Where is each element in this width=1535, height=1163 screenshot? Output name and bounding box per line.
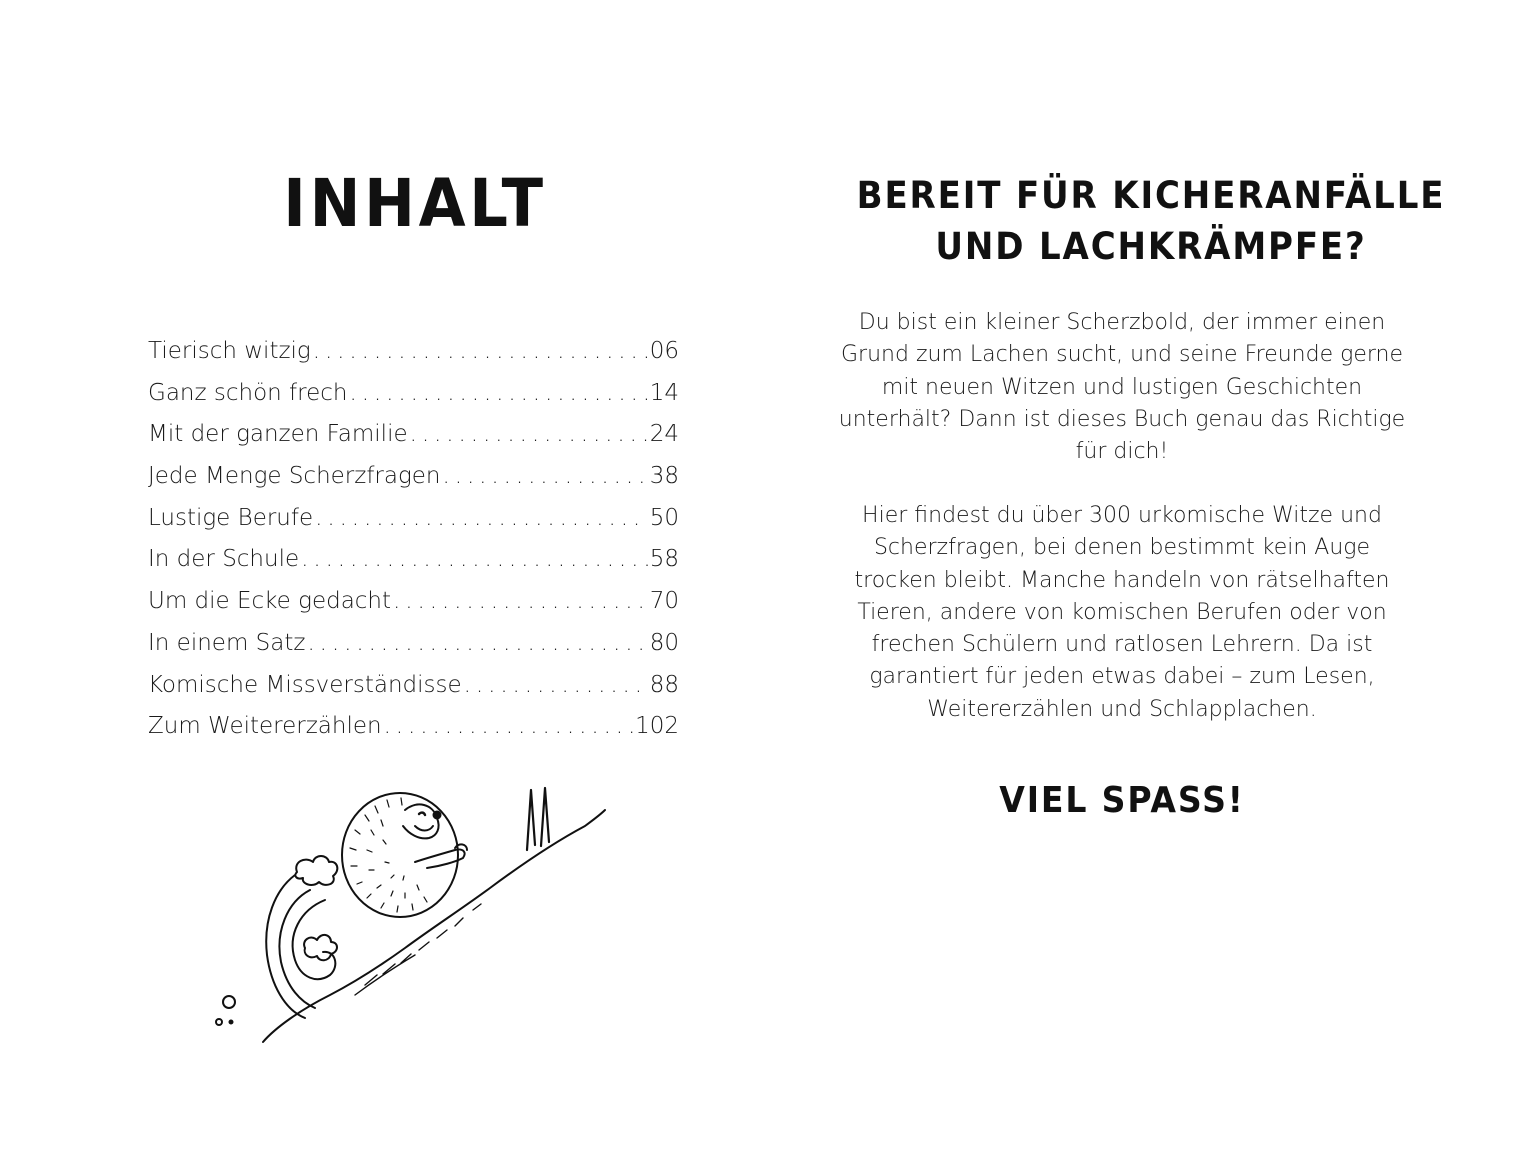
toc-entry-page: 102 bbox=[635, 713, 679, 740]
toc-entry-label: Um die Ecke gedacht bbox=[148, 588, 392, 615]
toc-leader-dots bbox=[315, 505, 648, 531]
hedgehog-rolling-downhill-icon bbox=[205, 770, 615, 1055]
toc-entry-label: Mit der ganzen Familie bbox=[148, 421, 408, 448]
toc-entry-label: Lustige Berufe bbox=[148, 504, 314, 531]
toc-leader-dots bbox=[384, 713, 634, 739]
intro-title-line-1: BEREIT FÜR KICHERANFÄLLE bbox=[856, 174, 1446, 217]
toc-entry-page: 70 bbox=[649, 588, 679, 615]
toc-entry[interactable] bbox=[148, 421, 679, 463]
hedgehog-eye bbox=[419, 813, 425, 815]
intro-paragraph-2: Hier findest du über 300 urkomische Witze und Scherzfragen, bei denen bestimmt kein Auge trocken bleibt. Manche handeln von rätselhaften Tieren, andere von komischen Berufen oder von frechen Schülern und ratlosen Lehrern. Da ist garantiert für jeden etwas dabei – zum Lesen, Weitererzählen und Schlapplachen. bbox=[854, 503, 1390, 722]
toc-entry-label: In einem Satz bbox=[148, 629, 306, 656]
toc-entry[interactable] bbox=[148, 546, 679, 588]
toc-entry-page: 24 bbox=[649, 421, 679, 448]
toc-leader-dots bbox=[443, 463, 648, 489]
toc-entry[interactable] bbox=[148, 463, 679, 505]
toc-entry-page: 80 bbox=[649, 629, 679, 656]
dust-puff-tiny bbox=[216, 1019, 222, 1025]
dust-cloud-top bbox=[295, 856, 337, 885]
hedgehog-spines bbox=[350, 798, 427, 912]
toc-entry[interactable] bbox=[148, 338, 679, 380]
toc-entry[interactable] bbox=[148, 588, 679, 630]
dust-cloud-mid bbox=[304, 935, 337, 960]
toc-entry-page: 50 bbox=[649, 504, 679, 531]
toc-entry-label: Jede Menge Scherzfragen bbox=[148, 463, 441, 490]
hedgehog-face bbox=[403, 804, 439, 838]
toc-leader-dots bbox=[301, 546, 648, 572]
hedgehog-nose bbox=[434, 812, 441, 819]
toc-entry[interactable] bbox=[148, 672, 679, 714]
toc-leader-dots bbox=[393, 588, 648, 614]
table-of-contents bbox=[148, 338, 679, 755]
toc-leader-dots bbox=[313, 338, 648, 364]
toc-entry-page: 14 bbox=[649, 379, 679, 406]
motion-swirl-inner bbox=[293, 900, 336, 979]
toc-entry-page: 58 bbox=[649, 546, 679, 573]
dust-puff-dot bbox=[230, 1021, 233, 1024]
hill-shading bbox=[355, 904, 481, 995]
toc-entry-label: Komische Missverständisse bbox=[148, 671, 462, 698]
toc-entry-page: 38 bbox=[649, 463, 679, 490]
intro-title bbox=[798, 170, 1505, 272]
intro-title-line-2: UND LACHKRÄMPFE? bbox=[935, 225, 1367, 268]
toc-entry-page: 88 bbox=[649, 671, 679, 698]
hedgehog-smile bbox=[415, 826, 433, 831]
toc-entry-label: Ganz schön frech bbox=[148, 379, 348, 406]
toc-title: INHALT bbox=[283, 165, 547, 242]
closing-heading: VIEL SPASS! bbox=[999, 780, 1245, 821]
toc-entry[interactable] bbox=[148, 380, 679, 422]
toc-entry-label: Zum Weitererzählen bbox=[148, 713, 382, 740]
toc-entry-label: In der Schule bbox=[148, 546, 300, 573]
toc-leader-dots bbox=[464, 672, 648, 698]
toc-leader-dots bbox=[349, 380, 647, 406]
grass-blades bbox=[527, 788, 549, 850]
right-page bbox=[767, 0, 1535, 1163]
motion-swirl-mid bbox=[279, 890, 315, 1008]
intro-paragraph-1: Du bist ein kleiner Scherzbold, der immer einen Grund zum Lachen sucht, und seine Freunde gerne mit neuen Witzen und lustigen Geschichten unterhält? Dann ist dieses Buch genau das Richtige für dich! bbox=[838, 310, 1406, 465]
toc-leader-dots bbox=[307, 630, 647, 656]
toc-entry-label: Tierisch witzig bbox=[148, 338, 311, 364]
dust-puff-small bbox=[223, 996, 235, 1008]
left-page bbox=[0, 0, 767, 1163]
toc-entry-page: 06 bbox=[649, 338, 679, 364]
toc-leader-dots bbox=[410, 421, 648, 447]
toc-entry[interactable] bbox=[148, 713, 679, 755]
toc-entry[interactable] bbox=[148, 505, 679, 547]
toc-entry[interactable] bbox=[148, 630, 679, 672]
